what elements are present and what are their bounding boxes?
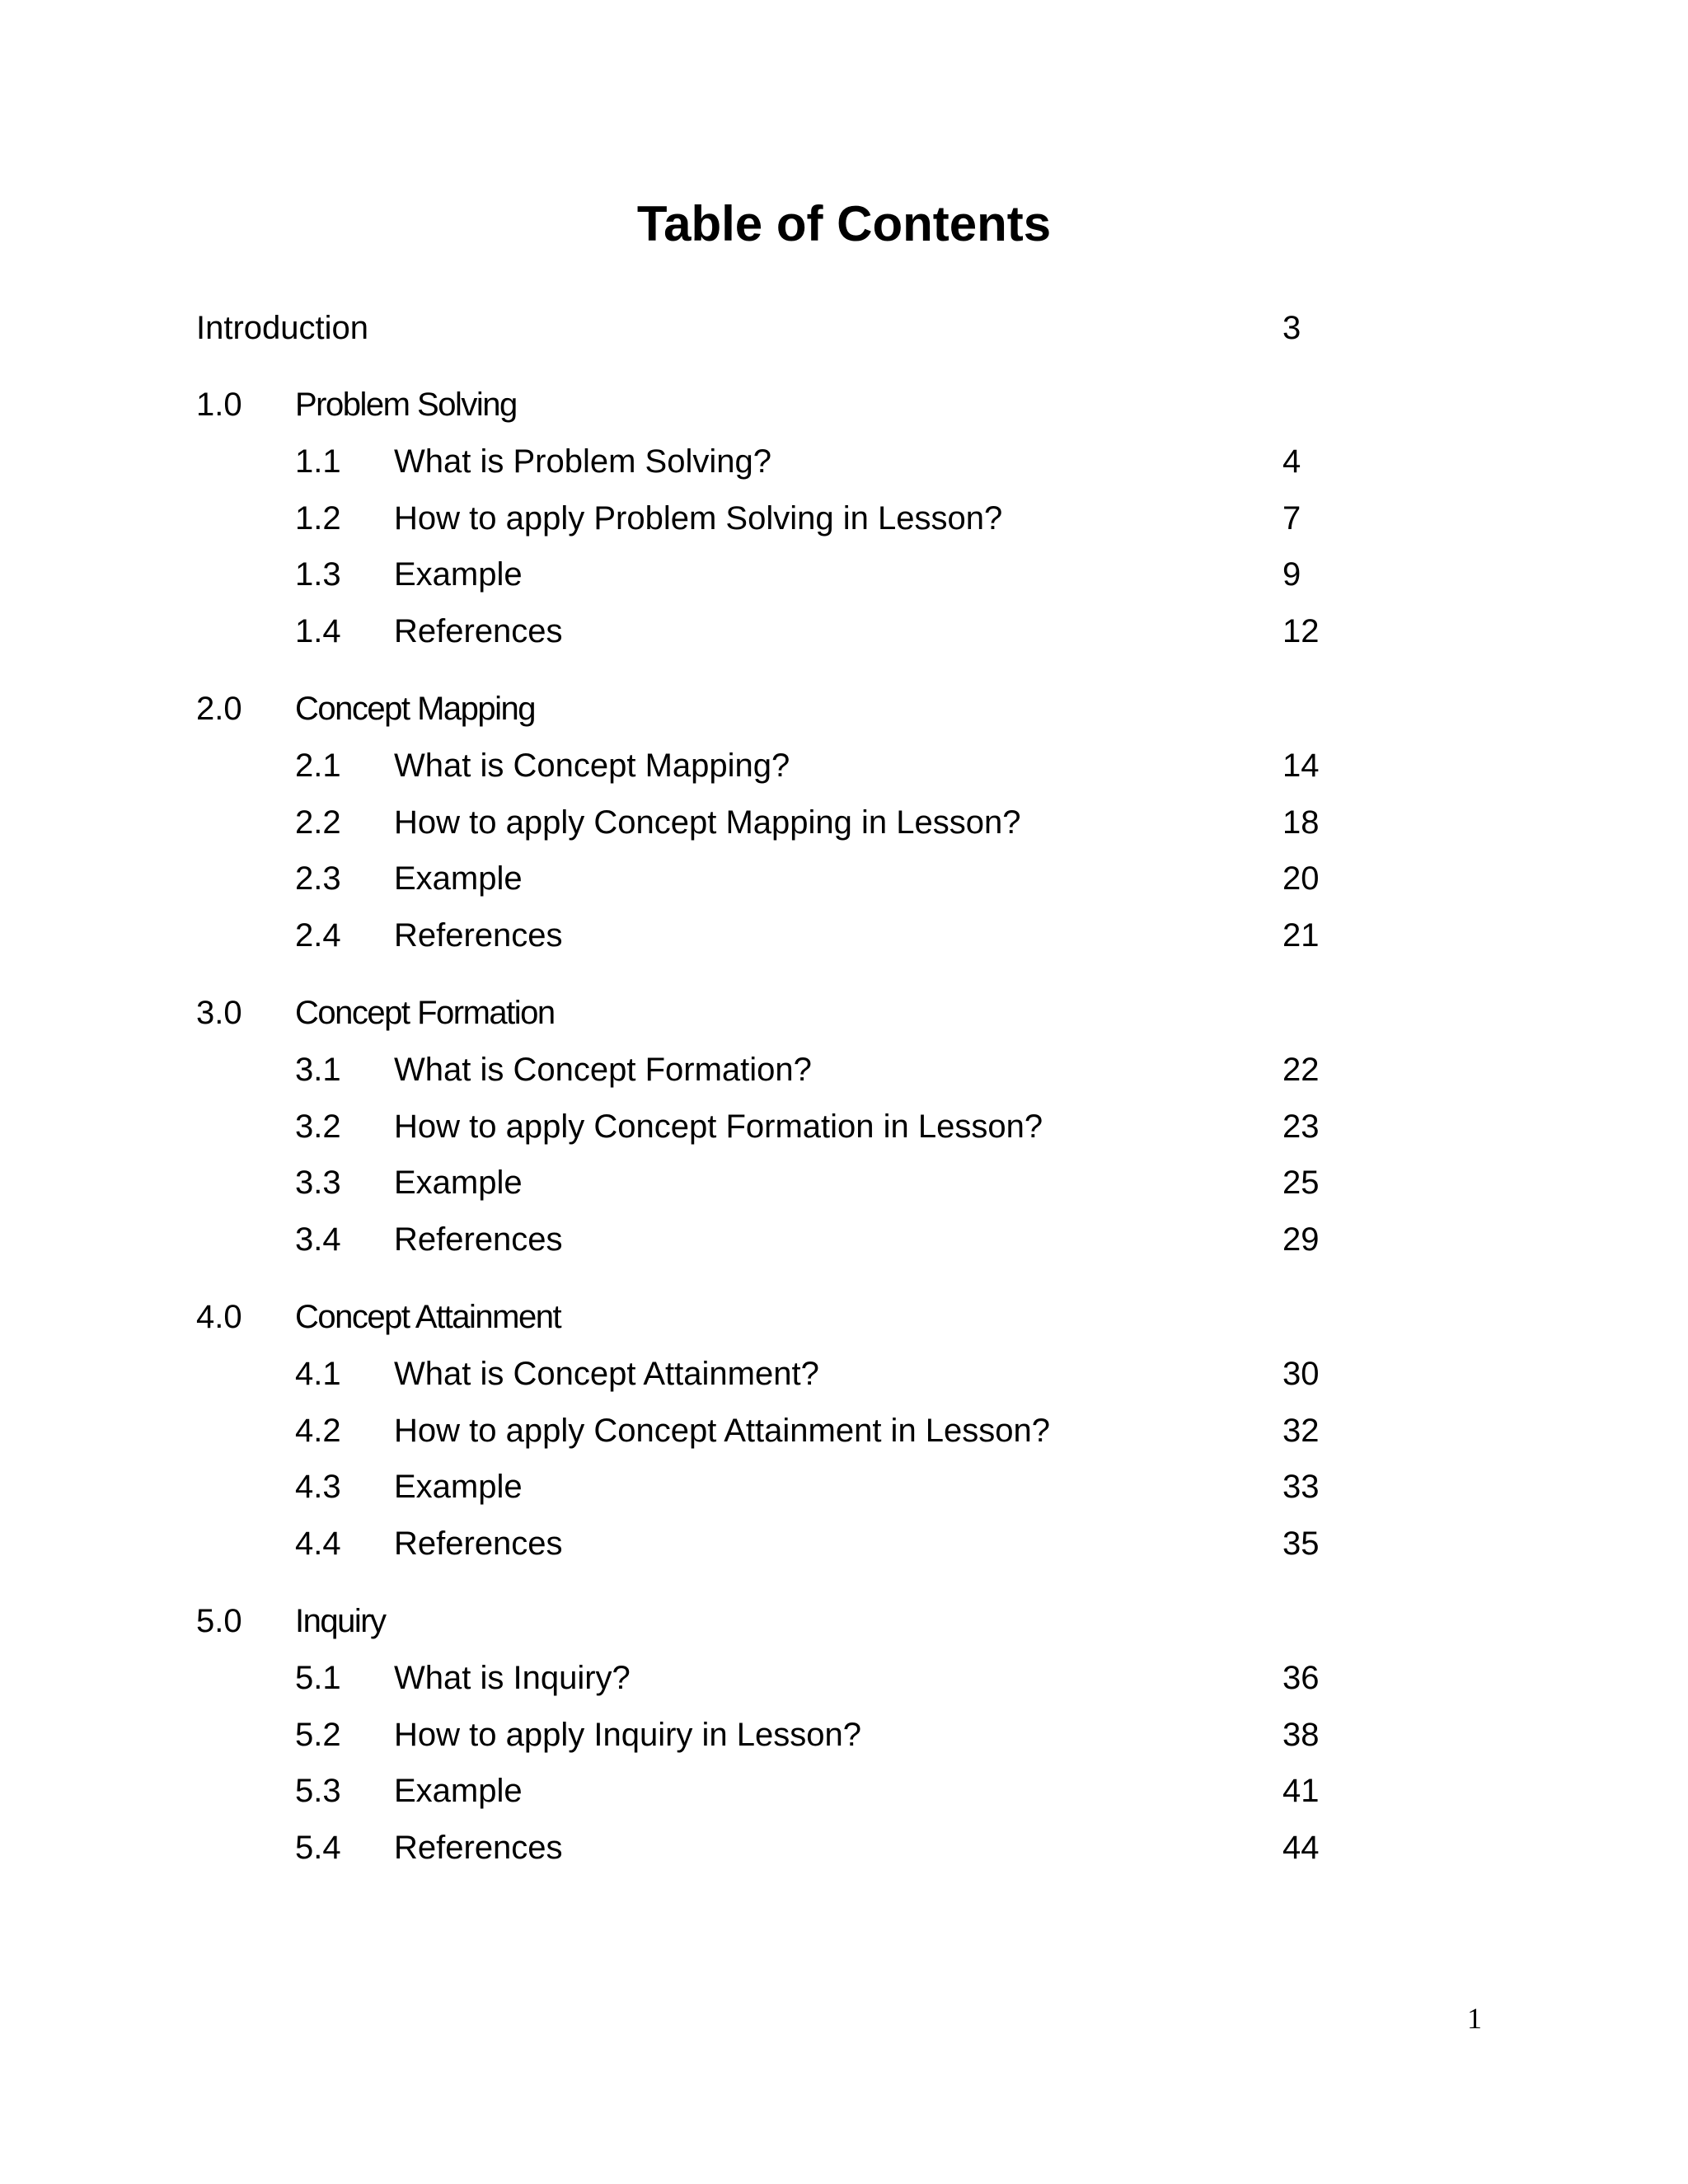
toc-entry-introduction[interactable] bbox=[196, 303, 1350, 353]
toc-entry-page: 38 bbox=[1282, 1716, 1320, 1753]
toc-entry-title: How to apply Concept Mapping in Lesson? bbox=[394, 804, 1021, 841]
section-number: 3.0 bbox=[196, 995, 242, 1031]
toc-entry[interactable] bbox=[196, 437, 1350, 486]
toc-entry-title: How to apply Inquiry in Lesson? bbox=[394, 1716, 861, 1753]
section-title: Concept Attainment bbox=[295, 1299, 561, 1335]
toc-entry[interactable] bbox=[196, 741, 1350, 790]
toc-entry[interactable] bbox=[196, 607, 1350, 656]
toc-entry[interactable] bbox=[196, 1653, 1350, 1703]
toc-entry-number: 2.1 bbox=[295, 748, 341, 784]
toc-entry-number: 5.2 bbox=[295, 1716, 341, 1753]
toc-entry-page: 29 bbox=[1282, 1221, 1320, 1258]
toc-entry-title: Example bbox=[394, 556, 523, 593]
toc-entry-title: Example bbox=[394, 1469, 523, 1506]
toc-entry[interactable] bbox=[196, 1158, 1350, 1207]
page-title: Table of Contents bbox=[636, 196, 1052, 251]
toc-entry-page: 32 bbox=[1282, 1412, 1320, 1449]
toc-section-heading[interactable] bbox=[196, 988, 1350, 1038]
toc-entry-number: 3.2 bbox=[295, 1108, 341, 1145]
toc-entry[interactable] bbox=[196, 1710, 1350, 1760]
toc-entry-number: 1.4 bbox=[295, 613, 341, 650]
toc-entry[interactable] bbox=[196, 1406, 1350, 1455]
toc-entry-title: References bbox=[394, 613, 563, 650]
toc-entry-number: 4.3 bbox=[295, 1469, 341, 1506]
toc-entry-title: References bbox=[394, 1526, 563, 1563]
toc-entry[interactable] bbox=[196, 494, 1350, 543]
toc-entry-title: Example bbox=[394, 860, 523, 898]
toc-entry[interactable] bbox=[196, 1349, 1350, 1399]
toc-entry-number: 2.3 bbox=[295, 860, 341, 898]
page-number: 1 bbox=[1467, 2002, 1482, 2035]
section-title: Problem Solving bbox=[295, 387, 517, 423]
toc-entry[interactable] bbox=[196, 1102, 1350, 1151]
toc-entry-title: Example bbox=[394, 1773, 523, 1810]
toc-entry-page: 23 bbox=[1282, 1108, 1320, 1145]
toc-entry-number: 4.4 bbox=[295, 1526, 341, 1563]
toc-entry-number: 5.4 bbox=[295, 1830, 341, 1867]
toc-entry-number: 5.3 bbox=[295, 1773, 341, 1810]
toc-entry-number: 4.2 bbox=[295, 1412, 341, 1449]
toc-entry-page: 9 bbox=[1282, 556, 1301, 593]
toc-entry-number: 3.1 bbox=[295, 1052, 341, 1088]
toc-entry-title: What is Inquiry? bbox=[394, 1660, 631, 1696]
toc-entry-title: What is Concept Mapping? bbox=[394, 748, 790, 784]
toc-entry-title: What is Concept Attainment? bbox=[394, 1356, 819, 1392]
toc-entry-title: References bbox=[394, 1830, 563, 1867]
toc-entry-number: 4.1 bbox=[295, 1356, 341, 1392]
toc-section-heading[interactable] bbox=[196, 1292, 1350, 1342]
toc-entry-number: 3.3 bbox=[295, 1165, 341, 1202]
toc-entry-title: How to apply Concept Formation in Lesson? bbox=[394, 1108, 1043, 1145]
toc-entry-page: 12 bbox=[1282, 613, 1320, 650]
toc-entry[interactable] bbox=[196, 1215, 1350, 1264]
toc-entry-page: 21 bbox=[1282, 917, 1320, 954]
toc-entry[interactable] bbox=[196, 798, 1350, 847]
toc-entry-number: 5.1 bbox=[295, 1660, 341, 1696]
toc-entry-title: What is Problem Solving? bbox=[394, 443, 771, 480]
toc-entry-title: References bbox=[394, 917, 563, 954]
toc-entry-title: How to apply Concept Attainment in Lesson? bbox=[394, 1412, 1051, 1449]
toc-entry[interactable] bbox=[196, 854, 1350, 903]
toc-entry-page: 44 bbox=[1282, 1830, 1320, 1867]
toc-entry-page: 14 bbox=[1282, 748, 1320, 784]
toc-entry-page: 41 bbox=[1282, 1773, 1320, 1810]
toc-entry-page: 4 bbox=[1282, 443, 1301, 480]
section-number: 2.0 bbox=[196, 691, 242, 727]
toc-entry-title: Example bbox=[394, 1165, 523, 1202]
toc-entry[interactable] bbox=[196, 911, 1350, 960]
toc-entry-page: 20 bbox=[1282, 860, 1320, 898]
toc-entry-page: 3 bbox=[1282, 310, 1301, 346]
toc-section-heading[interactable] bbox=[196, 380, 1350, 429]
toc-entry-number: 2.4 bbox=[295, 917, 341, 954]
section-number: 1.0 bbox=[196, 387, 242, 423]
section-number: 4.0 bbox=[196, 1299, 242, 1335]
toc-entry-number: 2.2 bbox=[295, 804, 341, 841]
toc-entry[interactable] bbox=[196, 1823, 1350, 1872]
toc-entry-page: 35 bbox=[1282, 1526, 1320, 1563]
toc-entry-page: 36 bbox=[1282, 1660, 1320, 1696]
toc-entry-page: 18 bbox=[1282, 804, 1320, 841]
toc-entry-number: 1.3 bbox=[295, 556, 341, 593]
toc-entry-title: References bbox=[394, 1221, 563, 1258]
toc-entry-page: 30 bbox=[1282, 1356, 1320, 1392]
toc-entry-page: 22 bbox=[1282, 1052, 1320, 1088]
toc-entry-page: 25 bbox=[1282, 1165, 1320, 1202]
toc-entry-page: 33 bbox=[1282, 1469, 1320, 1506]
section-title: Inquiry bbox=[295, 1603, 386, 1639]
section-number: 5.0 bbox=[196, 1603, 242, 1639]
toc-section-heading[interactable] bbox=[196, 684, 1350, 733]
toc-entry-title: Introduction bbox=[196, 310, 369, 346]
toc-entry-number: 3.4 bbox=[295, 1221, 341, 1258]
section-title: Concept Formation bbox=[295, 995, 555, 1031]
toc-entry-title: How to apply Problem Solving in Lesson? bbox=[394, 499, 1003, 537]
toc-section-heading[interactable] bbox=[196, 1596, 1350, 1646]
toc-entry[interactable] bbox=[196, 550, 1350, 599]
toc-entry[interactable] bbox=[196, 1462, 1350, 1511]
toc-entry[interactable] bbox=[196, 1045, 1350, 1094]
toc-entry[interactable] bbox=[196, 1519, 1350, 1568]
toc-entry-title: What is Concept Formation? bbox=[394, 1052, 812, 1088]
toc-entry-number: 1.1 bbox=[295, 443, 341, 480]
toc-entry-page: 7 bbox=[1282, 499, 1301, 537]
section-title: Concept Mapping bbox=[295, 691, 536, 727]
toc-entry-number: 1.2 bbox=[295, 499, 341, 537]
toc-entry[interactable] bbox=[196, 1766, 1350, 1816]
